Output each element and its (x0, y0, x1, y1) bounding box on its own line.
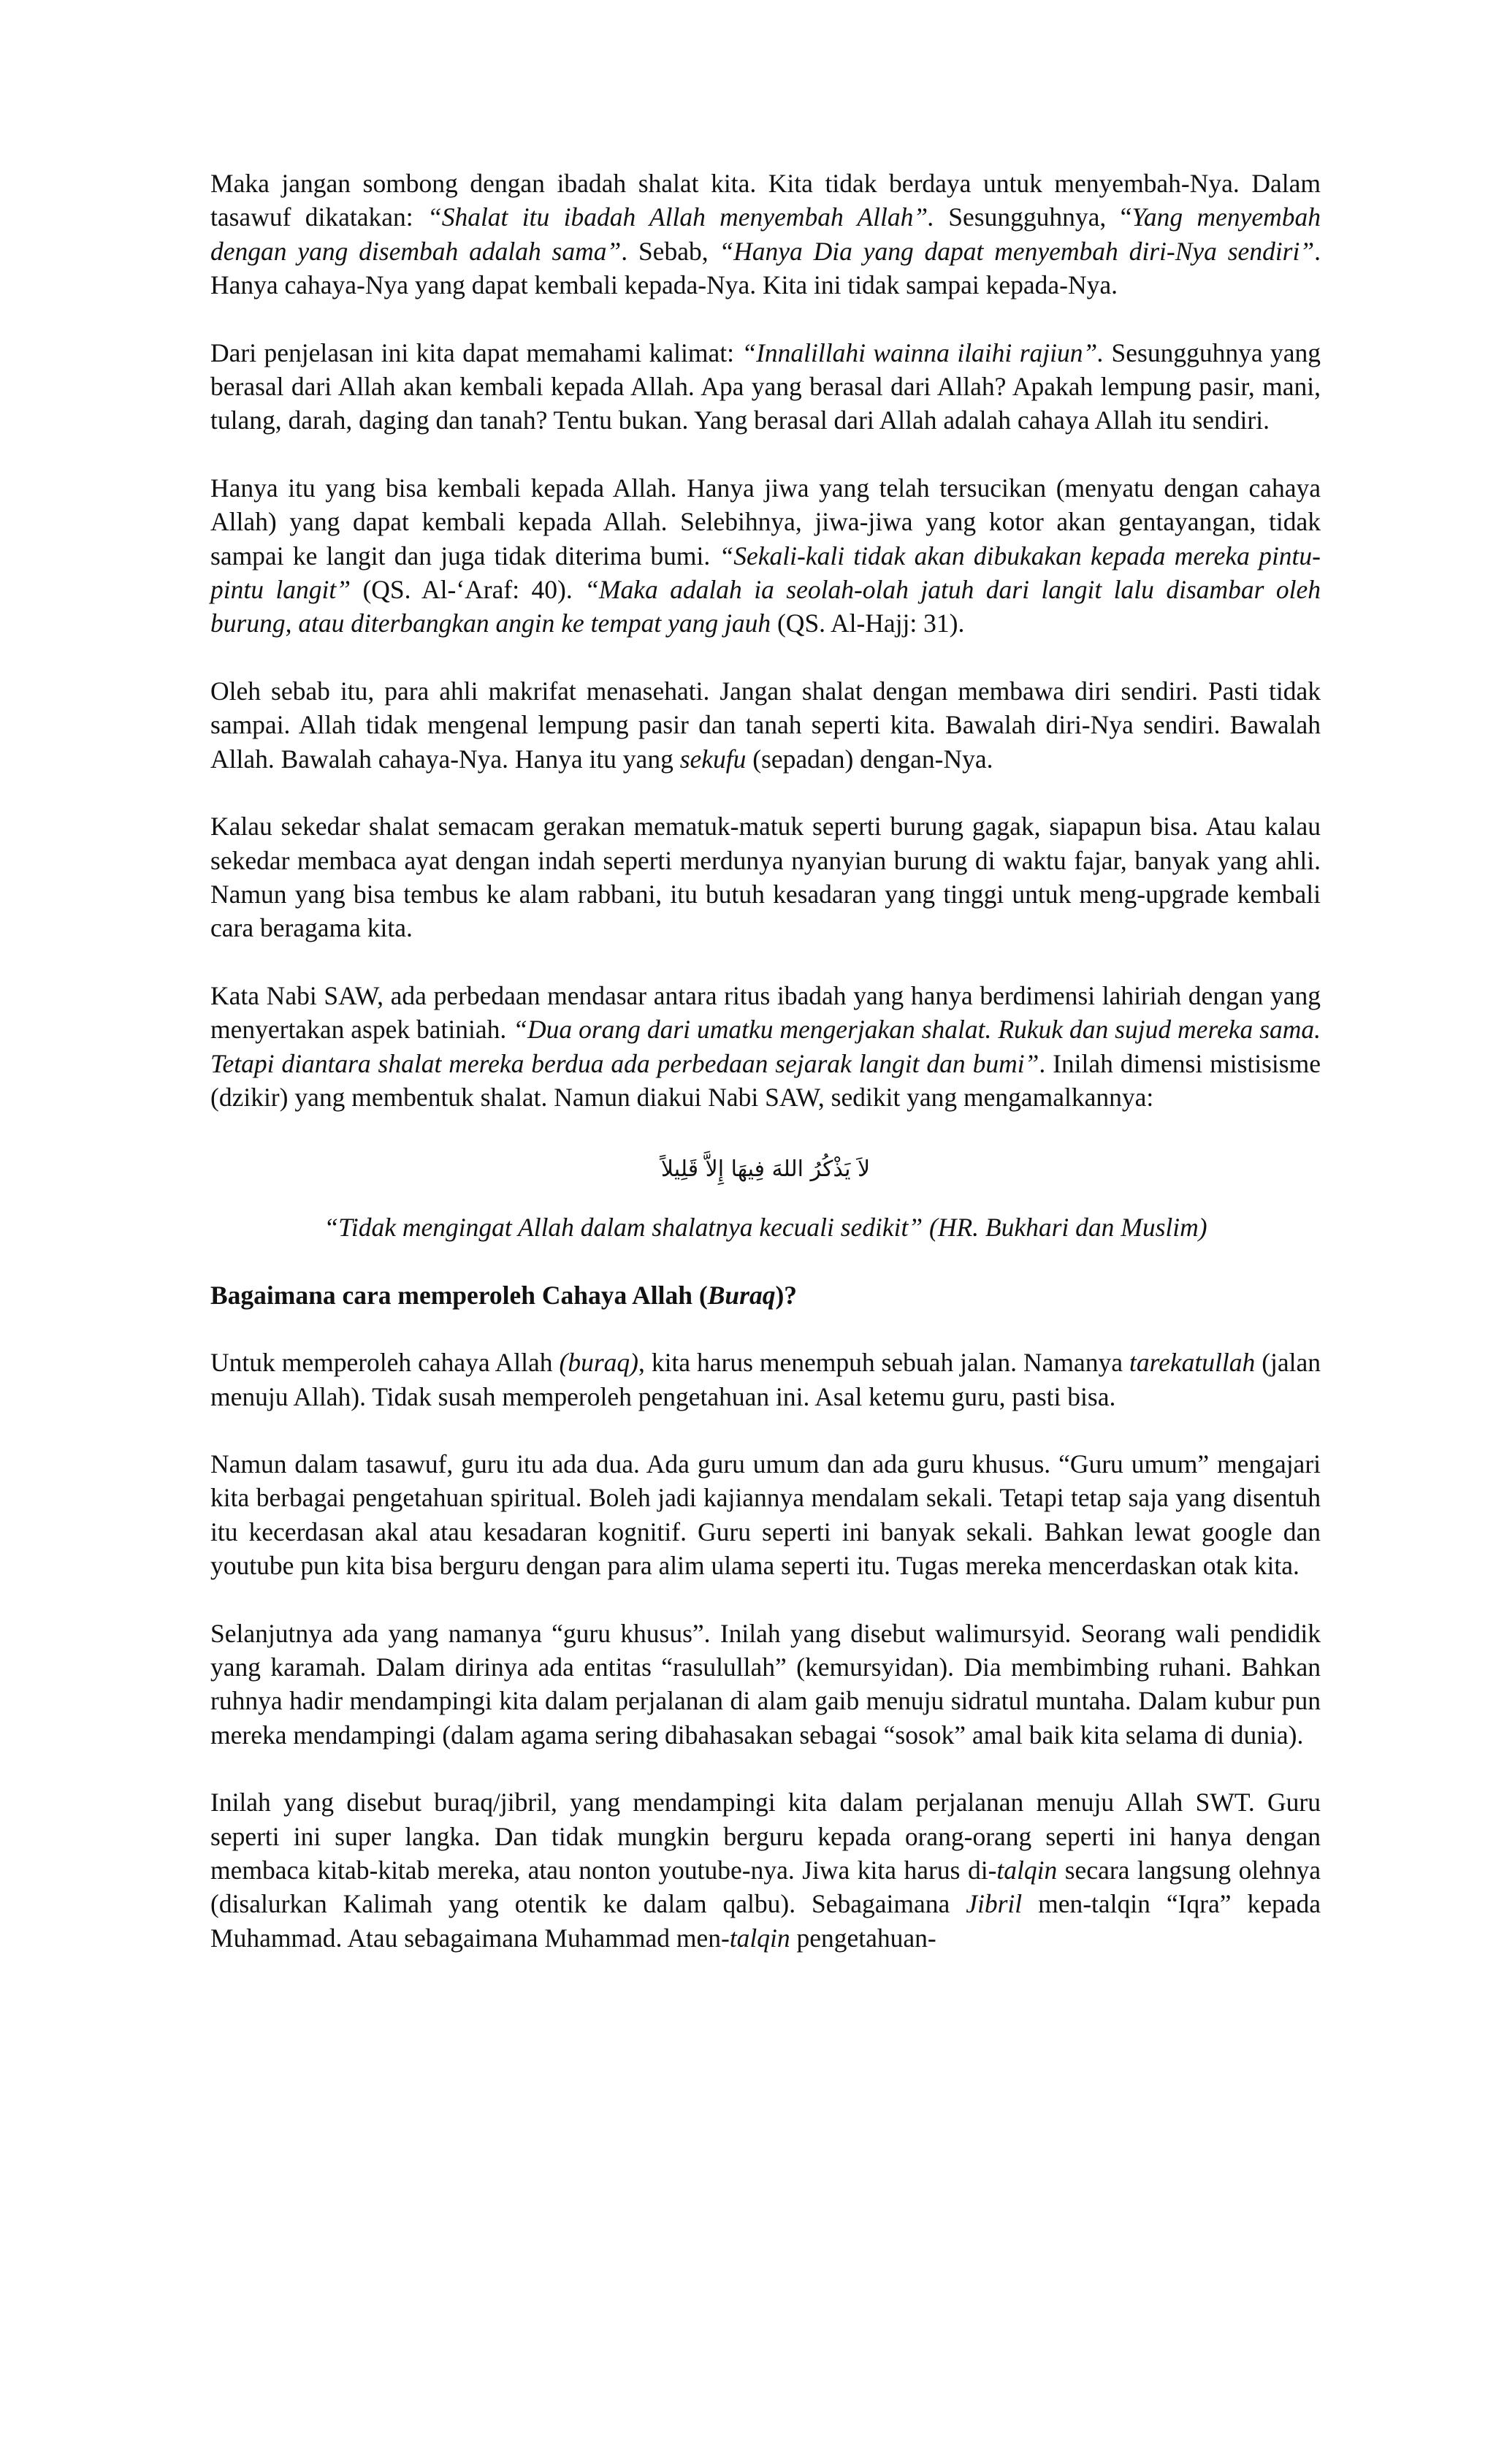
paragraph-7-text-2: , kita harus menempuh sebuah jalan. Namanya (638, 1348, 1129, 1378)
paragraph-1-text-2: Sesungguhnya, “ (934, 202, 1132, 232)
hadith-translation-quote: “Tidak mengingat Allah dalam shalatnya kecuali sedikit” (HR. Bukhari dan Muslim) (324, 1213, 1207, 1243)
paragraph-10-italic-1: talqin (996, 1855, 1058, 1885)
paragraph-9-text: Selanjutnya ada yang namanya “guru khusus”. Inilah yang disebut walimursyid. Seorang wali pendidik yang karamah. Dalam dirinya ada entitas “rasulullah” (kemursyidan). Dia membimbing ruhani. Bahkan ruhnya hadir mendampingi kita dalam perjalanan di alam gaib menuju sidratul muntaha. Dalam kubur pun mereka mendampingi (dalam agama sering dibahasakan sebagai “sosok” amal baik kita selama di dunia). (210, 1618, 1321, 1750)
paragraph-1 (210, 167, 1321, 302)
paragraph-10-text: Inilah yang disebut buraq/jibril, yang mendampingi kita dalam perjalanan menuju Allah SWT. Guru seperti ini super langka. Dan tidak mungkin berguru kepada orang-orang seperti ini hanya dengan membaca kitab-kitab mereka, atau nonton youtube-nya. Jiwa kita harus di- (210, 1788, 1321, 1885)
paragraph-1-italic-3: “Hanya Dia yang dapat menyembah diri-Nya sendiri” (719, 236, 1315, 266)
paragraph-6 (210, 979, 1321, 1115)
paragraph-3-text-2: (QS. Al-‘Araf: 40). (351, 575, 585, 605)
paragraph-10 (210, 1785, 1321, 1955)
paragraph-8-text: Namun dalam tasawuf, guru itu ada dua. Ada guru umum dan ada guru khusus. “Guru umum” mengajari kita berbagai pengetahuan spiritual. Boleh jadi kajiannya mendalam sekali. Tetapi tetap saja yang disentuh itu kecerdasan akal atau kesadaran kognitif. Guru seperti ini banyak sekali. Bahkan lewat google dan youtube pun kita bisa berguru dengan para alim ulama seperti itu. Tugas mereka mencerdaskan otak kita. (210, 1449, 1321, 1581)
section-heading (210, 1278, 1321, 1312)
paragraph-5 (210, 809, 1321, 945)
paragraph-7-italic-2: tarekatullah (1129, 1348, 1256, 1378)
heading-text: Bagaimana cara memperoleh Cahaya Allah ( (210, 1280, 708, 1310)
heading-text-2: )? (775, 1280, 798, 1310)
paragraph-4-text: Oleh sebab itu, para ahli makrifat menasehati. Jangan shalat dengan membawa diri sendiri. Pasti tidak sampai. Allah tidak mengenal lempung pasir dan tanah seperti kita. Bawalah diri-Nya sendiri. Bawalah Allah. Bawalah cahaya-Nya. Hanya itu yang (210, 676, 1321, 774)
paragraph-1-italic-2: Yang menyembah dengan yang disembah adalah sama” (210, 202, 1321, 266)
paragraph-4 (210, 674, 1321, 776)
paragraph-2-text: Dari penjelasan ini kita dapat memahami kalimat: (210, 337, 742, 367)
paragraph-7-italic-1: (buraq) (559, 1348, 638, 1378)
paragraph-2 (210, 336, 1321, 438)
paragraph-7-text-3: (jalan menuju Allah). Tidak susah memperoleh pengetahuan ini. Asal ketemu guru, pasti bisa. (210, 1348, 1321, 1411)
paragraph-1-text-4: . Hanya cahaya-Nya yang dapat kembali kepada-Nya. Kita ini tidak sampai kepada-Nya. (210, 236, 1321, 300)
paragraph-1-text-3: . Sebab, (621, 236, 720, 266)
paragraph-3 (210, 471, 1321, 641)
paragraph-1-italic-1: “Shalat itu ibadah Allah menyembah Allah”. (427, 202, 934, 232)
paragraph-2-text-2: Sesungguhnya yang berasal dari Allah akan kembali kepada Allah. Apa yang berasal dari Allah? Apakah lempung pasir, mani, tulang, darah, daging dan tanah? Tentu bukan. Yang berasal dari Allah adalah cahaya Allah itu sendiri. (210, 337, 1321, 435)
paragraph-4-italic-1: sekufu (679, 744, 747, 774)
paragraph-2-italic-1: “Innalillahi wainna ilaihi rajiun”. (741, 337, 1104, 367)
paragraph-8 (210, 1447, 1321, 1583)
paragraph-10-text-3: men-talqin “Iqra” kepada Muhammad. Atau sebagaimana Muhammad men- (210, 1889, 1321, 1953)
document-page (210, 167, 1321, 1988)
paragraph-6-text-2: . Inilah dimensi mistisisme (dzikir) yang membentuk shalat. Namun diakui Nabi SAW, sedikit yang mengamalkannya: (210, 1048, 1321, 1112)
paragraph-10-italic-3: talqin (729, 1923, 790, 1953)
paragraph-4-text-2: (sepadan) dengan-Nya. (746, 744, 993, 774)
paragraph-6-text: Kata Nabi SAW, ada perbedaan mendasar antara ritus ibadah yang hanya berdimensi lahiriah dengan yang menyertakan aspek batiniah. (210, 980, 1321, 1045)
paragraph-7-text: Untuk memperoleh cahaya Allah (210, 1348, 560, 1378)
paragraph-3-text-3: (QS. Al-Hajj: 31). (771, 609, 965, 638)
arabic-hadith-text: لاَ يَذْكُرُ اللهَ فِيهَا إِلاَّ قَلِيلاً (660, 1156, 871, 1183)
paragraph-10-italic-2: Jibril (966, 1889, 1023, 1919)
paragraph-3-italic-1: “Sekali-kali tidak akan dibukakan kepada mereka pintu-pintu langit” (210, 541, 1321, 605)
heading-italic: Buraq (707, 1280, 776, 1310)
paragraph-3-text: Hanya itu yang bisa kembali kepada Allah. Hanya jiwa yang telah tersucikan (menyatu dengan cahaya Allah) yang dapat kembali kepada Allah. Selebihnya, jiwa-jiwa yang kotor akan gentayangan, tidak sampai ke langit dan juga tidak diterima bumi. (210, 473, 1321, 571)
paragraph-6-italic-1: “Dua orang dari umatku mengerjakan shalat. Rukuk dan sujud mereka sama. Tetapi diantara shalat mereka berdua ada perbedaan sejarak langit dan bumi” (210, 1015, 1321, 1078)
paragraph-9 (210, 1617, 1321, 1752)
paragraph-10-text-2: secara langsung olehnya (disalurkan Kalimah yang otentik ke dalam qalbu). Sebagaimana (210, 1855, 1321, 1919)
paragraph-10-text-4: pengetahuan- (790, 1923, 936, 1953)
paragraph-1-text: Maka jangan sombong dengan ibadah shalat kita. Kita tidak berdaya untuk menyembah-Nya. Dalam tasawuf dikatakan: (210, 169, 1321, 232)
paragraph-7 (210, 1346, 1321, 1414)
paragraph-3-italic-2: “Maka adalah ia seolah-olah jatuh dari langit lalu disambar oleh burung, atau diterbangkan angin ke tempat yang jauh (210, 575, 1321, 638)
paragraph-5-text: Kalau sekedar shalat semacam gerakan mematuk-matuk seperti burung gagak, siapapun bisa. Atau kalau sekedar membaca ayat dengan indah seperti merdunya nyanyian burung di waktu fajar, banyak yang ahli. Namun yang bisa tembus ke alam rabbani, itu butuh kesadaran yang tinggi untuk meng-upgrade kembali cara beragama kita. (210, 812, 1321, 943)
